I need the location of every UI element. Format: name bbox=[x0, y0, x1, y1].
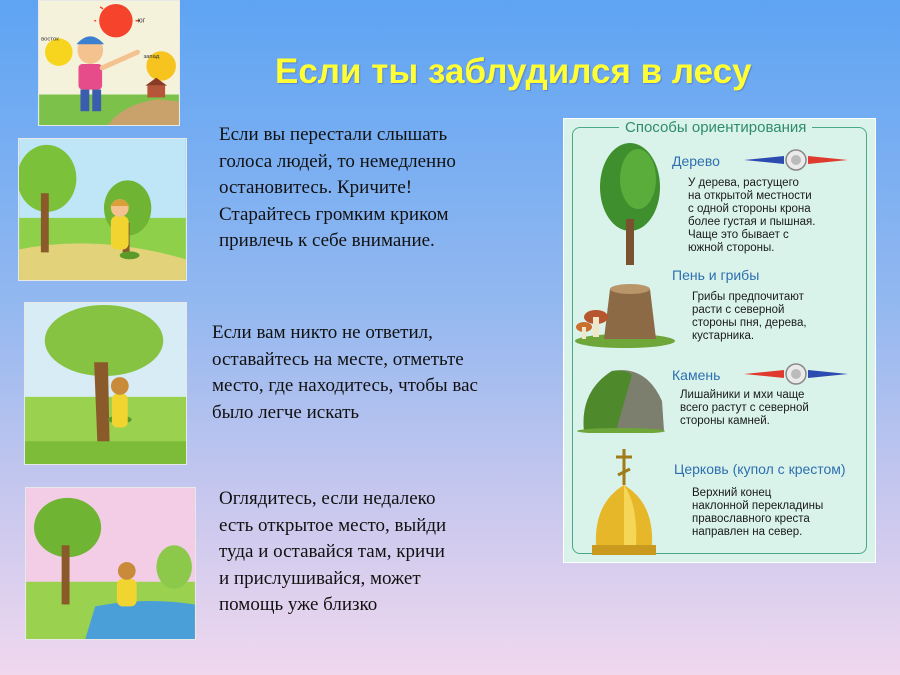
tree-icon bbox=[590, 139, 670, 269]
boy-with-suns-illustration bbox=[38, 0, 180, 126]
instruction-paragraph-1: Если вы перестали слышать голоса людей, то немедленно остановитесь. Кричите! Старайтесь громким криком привлечь к себе внимание. bbox=[219, 124, 456, 251]
section-text-church: Верхний конец наклонной перекладины православного креста направлен на север. bbox=[692, 487, 824, 538]
orientation-methods-card bbox=[563, 118, 876, 563]
sun-label-east: восток bbox=[41, 36, 59, 43]
section-title-tree: Дерево bbox=[672, 153, 720, 169]
mossy-stone-icon bbox=[576, 361, 666, 433]
girl-in-forest-illustration-2 bbox=[24, 302, 187, 465]
girl-by-water-illustration bbox=[25, 487, 196, 640]
section-text-stump: Грибы предпочитают расти с северной стороны пня, дерева, кустарника. bbox=[692, 291, 807, 342]
section-text-stone: Лишайники и мхи чаще всего растут с северной стороны камней. bbox=[680, 389, 809, 427]
sun-label-west: запад bbox=[143, 54, 160, 61]
stump-and-mushrooms-icon bbox=[570, 277, 680, 349]
sun-label-south: юг bbox=[137, 17, 146, 25]
slide-title: Если ты заблудился в лесу bbox=[275, 52, 752, 91]
section-title-stump: Пень и грибы bbox=[672, 267, 760, 283]
church-dome-with-cross-icon bbox=[584, 445, 664, 561]
section-title-church: Церковь (купол с крестом) bbox=[674, 461, 846, 477]
compass-icon-2 bbox=[744, 363, 848, 385]
section-text-tree: У дерева, растущего на открытой местности с одной стороны крона более густая и пышная. Чаще это бывает с южной стороны. bbox=[688, 177, 816, 254]
instruction-paragraph-3: Оглядитесь, если недалеко есть открытое место, выйди туда и оставайся там, кричи и прислушивайся, может помощь уже близко bbox=[219, 488, 447, 615]
girl-in-forest-illustration-1 bbox=[18, 138, 187, 281]
instruction-paragraph-2: Если вам никто не ответил, оставайтесь на месте, отметьте место, где находитесь, чтобы вас было легче искать bbox=[212, 322, 478, 423]
card-heading: Способы ориентирования bbox=[619, 119, 812, 137]
section-title-stone: Камень bbox=[672, 367, 721, 383]
compass-icon bbox=[744, 149, 848, 171]
